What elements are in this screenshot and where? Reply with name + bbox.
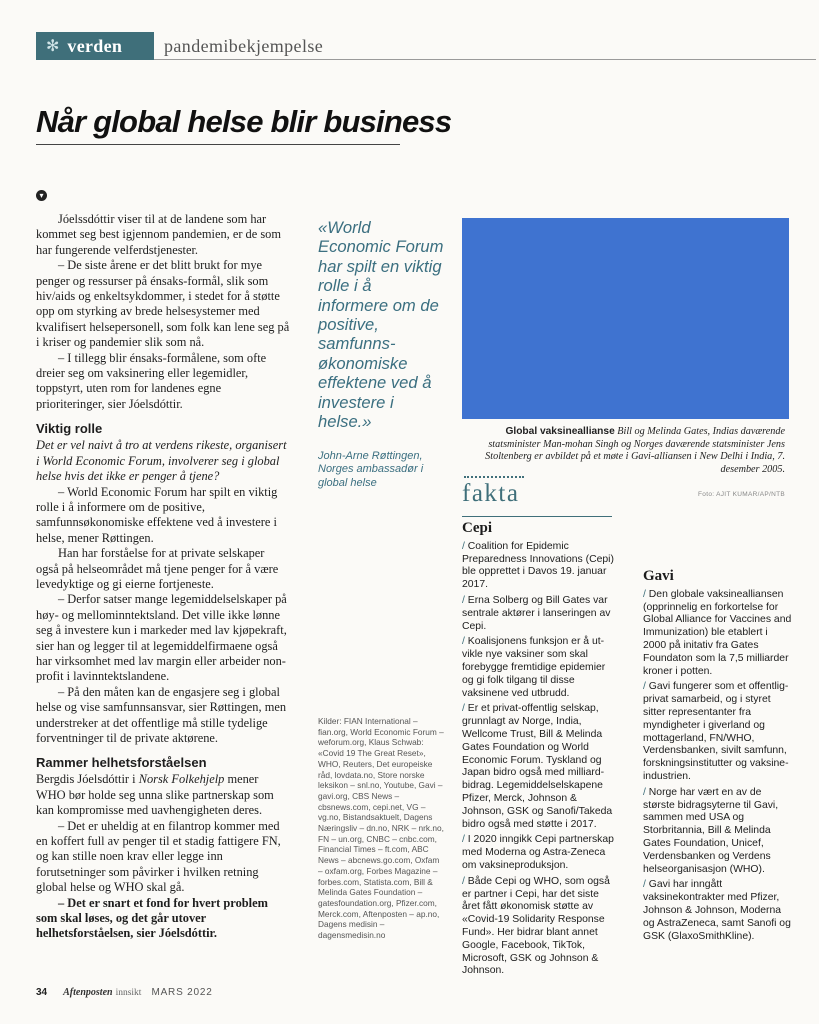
paragraph-text: mener WHO bør holde seg unna slike partnerskap som kan kompromisse med uavhengigheten deres. <box>36 772 274 818</box>
fakta-rule <box>462 516 612 517</box>
section-subtitle: pandemibekjempelse <box>164 36 324 56</box>
fakta-cepi <box>462 522 618 981</box>
fakta-item-text: Både Cepi og WHO, som også er partner i Cepi, har det siste året fått økonomisk støtte av «Covid-19 Solidarity Response Fund». Her bidrar blant annet Google, Facebook, TikTok, Microsoft, GSK og Johnson & Johnson. <box>462 875 610 977</box>
fakta-item-text: Norge har vært en av de største bidragsyterne til Gavi, sammen med USA og Storbritannia, Bill & Melinda Gates Foundation, Unicef, Verdensbanken og Verdens helseorganisasjon (WHO). <box>643 786 779 875</box>
closing-paragraph: – Det er snart et fond for hvert problem som skal løses, og det går utover helhetsforståelsen, sier Jóelsdóttir. <box>36 895 268 941</box>
page-number: 34 <box>36 987 48 998</box>
fakta-item: / Erna Solberg og Bill Gates var sentrale aktører i lanseringen av Cepi. <box>462 594 611 632</box>
fakta-heading: Cepi <box>462 520 492 536</box>
chevron-down-icon: ▾ <box>36 190 47 201</box>
fakta-item: / Gavi har inngått vaksinekontrakter med Pfizer, Johnson & Johnson, Moderna og AstraZeneca, samt Sanofi og GSK (GlaxoSmithKline). <box>643 879 791 942</box>
section-label: verden <box>67 35 123 56</box>
pull-quote: «World Economic Forum har spilt en viktig rolle i å informere om de positive, samfunns-økonomiske effektene ved å investere i helse.» <box>318 218 444 432</box>
fakta-item-text: Erna Solberg og Bill Gates var sentrale aktører i lanseringen av Cepi. <box>462 594 611 632</box>
fakta-item: / Coalition for Epidemic Preparedness Innovations (Cepi) ble opprettet i Davos 19. januar 2017. <box>462 540 614 591</box>
subheading: Rammer helhetsforståelsen <box>36 755 207 771</box>
caption-title: Global vaksineallianse <box>505 426 615 437</box>
photo-caption <box>462 426 785 476</box>
photo <box>462 218 789 419</box>
brand-sub: innsikt <box>115 988 142 998</box>
paragraph: Han har forståelse for at private selskaper også på helseområdet må tjene penger for å være levedyktige og gi eierne fortjeneste. <box>36 546 279 591</box>
fakta-heading: Gavi <box>643 568 674 584</box>
brand-logo: Aftenposten <box>63 987 113 998</box>
section-bar <box>36 32 816 60</box>
fakta-item: / Norge har vært en av de største bidragsyterne til Gavi, sammen med USA og Storbritannia, Bill & Melinda Gates Foundation, Unicef, Verdensbanken og Verdens helseorganisasjon (WHO). <box>643 786 779 875</box>
paragraph: – I tillegg blir énsaks-formålene, som ofte dreier seg om vaksinering eller legemidler, toppstyrt, uten rom for landenes egne prioriteringer, sier Jóelsdóttir. <box>36 350 267 411</box>
fakta-title: fakta <box>462 480 520 507</box>
org-name: Norsk Folkehjelp <box>138 772 225 787</box>
photo-credit: Foto: AJIT KUMAR/AP/NTB <box>698 491 785 498</box>
fakta-item: / Koalisjonens funksjon er å ut-vikle nye vaksiner som skal forebygge fremtidige epidemier og gi folk tilgang til disse vaksinene ved utbrudd. <box>462 636 606 699</box>
fakta-gavi <box>643 570 793 946</box>
fakta-item-text: I 2020 inngikk Cepi partnerskap med Moderna og Astra-Zeneca om vaksineproduksjon. <box>462 834 614 871</box>
paragraph: – De siste årene er det blitt brukt for mye penger og ressurser på énsaks-formål, slik som hiv/aids og enkeltsykdommer, i stedet for å støtte opp om styrking av brede helsesystemer med kvalifisert helsepersonell, som folk kan lene seg på i kriser og pandemier slik som nå. <box>36 258 290 350</box>
paragraph: – På den måten kan de engasjere seg i global helse og vise samfunnsansvar, sier Røttingen, men understreker at det offentlige må stille tydelige forventninger til de private aktørene. <box>36 684 287 745</box>
pull-quote-attribution: John-Arne Røttingen, Norges ambassadør i global helse <box>318 450 424 489</box>
paragraph-text: Bergdis Jóelsdóttir i <box>36 772 139 787</box>
fakta-item: / Den globale vaksinealliansen (opprinnelig en forkortelse for Global Alliance for Vaccines and Immunization) ble etablert i 2000 på initativ fra Gates Foundaton som la 7,5 milliarder kroner i potten. <box>643 588 792 677</box>
sources: Kilder: FIAN International – fian.org, World Economic Forum – weforum.org, Klaus Schwab: «Covid 19 The Great Reset», WHO, Reuters, Det europeiske råd, lovdata.no, Store norske leksikon – snl.no, Youtube, Gavi – gavi.org, CBS News – cbsnews.com, cepi.net, VG – vg.no, Bistandsaktuelt, Dagens Næringsliv – dn.no, NRK – nrk.no, FN – un.org, CNBC – cnbc.com, Financial Times – ft.com, ABC News – abcnews.go.com, Oxfam – oxfam.org, Forbes Magazine – forbes.com, Statista.com, Bill & Melinda Gates Foundation – gatesfoundation.org, Pfizer.com, Merck.com, Aftenposten – ap.no, Dagens medisin – dagensmedisin.no <box>318 716 444 941</box>
fakta-item-text: Coalition for Epidemic Preparedness Innovations (Cepi) ble opprettet i Davos 19. januar 2017. <box>462 540 614 591</box>
paragraph <box>36 772 290 818</box>
article-body <box>36 212 290 942</box>
fakta-item: / I 2020 inngikk Cepi partnerskap med Moderna og Astra-Zeneca om vaksineproduksjon. <box>462 834 614 871</box>
subheading: Viktig rolle <box>36 421 103 437</box>
footer <box>36 987 213 998</box>
fakta-item: / Både Cepi og WHO, som også er partner i Cepi, har det siste året fått økonomisk støtte av «Covid-19 Solidarity Response Fund». Her bidrar blant annet Google, Facebook, TikTok, Microsoft, GSK og Johnson & Johnson. <box>462 875 610 977</box>
fakta-item-text: Gavi har inngått vaksinekontrakter med Pfizer, Johnson & Johnson, Moderna og AstraZeneca, samt Sanofi og GSK (GlaxoSmithKline). <box>643 879 791 942</box>
section-tag[interactable] <box>36 32 154 60</box>
headline: Når global helse blir business <box>36 104 452 139</box>
paragraph: – Derfor satser mange legemiddelselskaper på høy- og mellominntektsland. Det ville ikke lønne seg å investere kun i markeder med lav kjøpekraft, sier han og legger til at legemiddelfirmaene også har virksomhet med lav margin eller arbeider non-profit i lavinntektslandene. <box>36 592 287 684</box>
paragraph: – Det er uheldig at en filantrop kommer med en koffert full av penger til et stadig fattigere FN, og kan stille noen krav eller legge inn forutsetninger som påvirker i hvilken retning global helse og WHO skal gå. <box>36 818 281 895</box>
snowflake-icon: ✻ <box>46 38 60 55</box>
caption-text: Bill og Melinda Gates, Indias daværende statsminister Man-mohan Singh og Norges daværende statsminister Jens Stoltenberg er avbildet på et møte i Gavi-alliansen i New Delhi i India, 7. desember 2005. <box>485 426 785 475</box>
question: Det er vel naivt å tro at verdens rikeste, organisert i World Economic Forum, involverer seg i global helse hvis det ikke er penger å tjene? <box>36 438 287 484</box>
issue-date: MARS 2022 <box>151 987 213 998</box>
fakta-item-text: Gavi fungerer som et offentlig-privat samarbeid, og i styret sitter representanter fra myndigheter i giverland og mottagerland, FN/WHO, Verdensbanken, sivilt samfunn, forskningsinstitutter og vaksine-industrien. <box>643 681 789 782</box>
headline-rule <box>36 144 400 145</box>
fakta-item: / Gavi fungerer som et offentlig-privat samarbeid, og i styret sitter representanter fra myndigheter i giverland og mottagerland, FN/WHO, Verdensbanken, sivilt samfunn, forskningsinstitutter og vaksine-industrien. <box>643 681 789 782</box>
fakta-item-text: Er et privat-offentlig selskap, grunnlagt av Norge, India, Wellcome Trust, Bill & Melinda Gates Foundation og World Economic Forum. Tyskland og Japan bidro også med milliard-bidrag. Legemiddelselskapene Pfizer, Merck, Johnson & Johnson, GSK og Sanofi/Takeda bidro også med støtte i 2017. <box>462 703 613 830</box>
paragraph: Jóelssdóttir viser til at de landene som har kommet seg best igjennom pandemien, er de som har fungerende velferdstjenester. <box>36 212 282 257</box>
fakta-item-text: Den globale vaksinealliansen (opprinnelig en forkortelse for Global Alliance for Vaccines and Immunization) ble etablert i 2000 på initativ fra Gates Foundaton som la 7,5 milliarder kroner i potten. <box>643 588 792 677</box>
fakta-item: / Er et privat-offentlig selskap, grunnlagt av Norge, India, Wellcome Trust, Bill & Melinda Gates Foundation og World Economic Forum. Tyskland og Japan bidro også med milliard-bidrag. Legemiddelselskapene Pfizer, Merck, Johnson & Johnson, GSK og Sanofi/Takeda bidro også med støtte i 2017. <box>462 703 613 830</box>
paragraph: – World Economic Forum har spilt en viktig rolle i å informere om de positive, samfunnsøkonomiske effektene ved å investere i helse, mener Røttingen. <box>36 484 278 545</box>
fakta-item-text: Koalisjonens funksjon er å ut-vikle nye vaksiner som skal forebygge fremtidige epidemier og gi folk tilgang til disse vaksinene ved utbrudd. <box>462 636 606 699</box>
